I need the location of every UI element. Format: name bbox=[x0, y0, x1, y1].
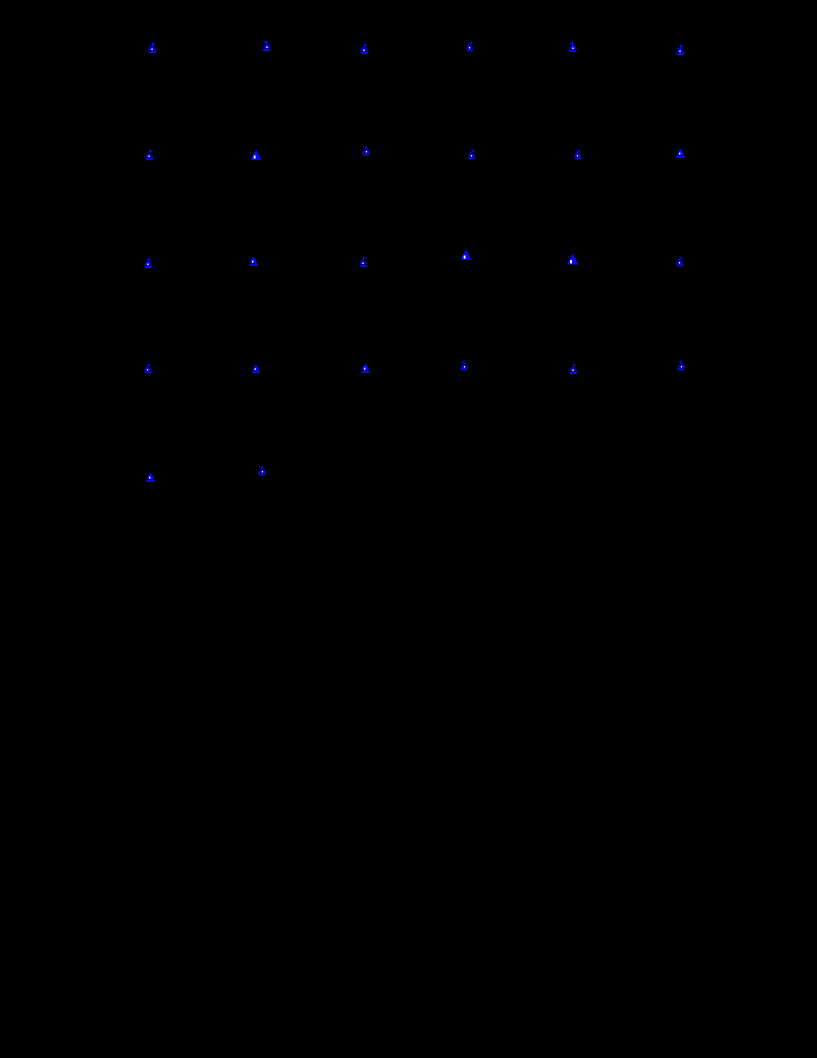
sailboat-icon[interactable] bbox=[458, 360, 470, 372]
sail-triangle-icon[interactable] bbox=[249, 148, 263, 162]
sailboat-icon[interactable] bbox=[358, 43, 371, 56]
sailboat-icon[interactable] bbox=[142, 363, 154, 375]
boat-icon[interactable] bbox=[250, 363, 262, 375]
sailboat-icon[interactable] bbox=[566, 41, 579, 54]
sailboat-icon[interactable] bbox=[142, 257, 155, 270]
sailboat-icon[interactable] bbox=[260, 40, 273, 53]
sailboat-icon[interactable] bbox=[256, 465, 268, 477]
sailboat-icon[interactable] bbox=[357, 256, 370, 269]
sailboat-icon[interactable] bbox=[674, 256, 686, 268]
boat-icon[interactable] bbox=[674, 147, 687, 160]
sailboat-icon[interactable] bbox=[567, 363, 580, 376]
sailboat-icon[interactable] bbox=[572, 149, 584, 161]
sailboat-icon[interactable] bbox=[360, 145, 372, 157]
sailboat-icon[interactable] bbox=[674, 44, 687, 57]
sailboat-icon[interactable] bbox=[675, 360, 687, 372]
sailboat-icon[interactable] bbox=[464, 41, 476, 53]
boat-icon[interactable] bbox=[359, 362, 372, 375]
boat-icon[interactable] bbox=[144, 471, 157, 484]
sailboat-icon[interactable] bbox=[466, 149, 478, 161]
sail-triangle-icon[interactable] bbox=[459, 248, 473, 262]
sailboat-icon[interactable] bbox=[143, 149, 156, 162]
sailboat-icon[interactable] bbox=[146, 42, 159, 55]
boat-icon[interactable] bbox=[247, 255, 260, 268]
sail-triangle-icon[interactable] bbox=[565, 252, 580, 267]
